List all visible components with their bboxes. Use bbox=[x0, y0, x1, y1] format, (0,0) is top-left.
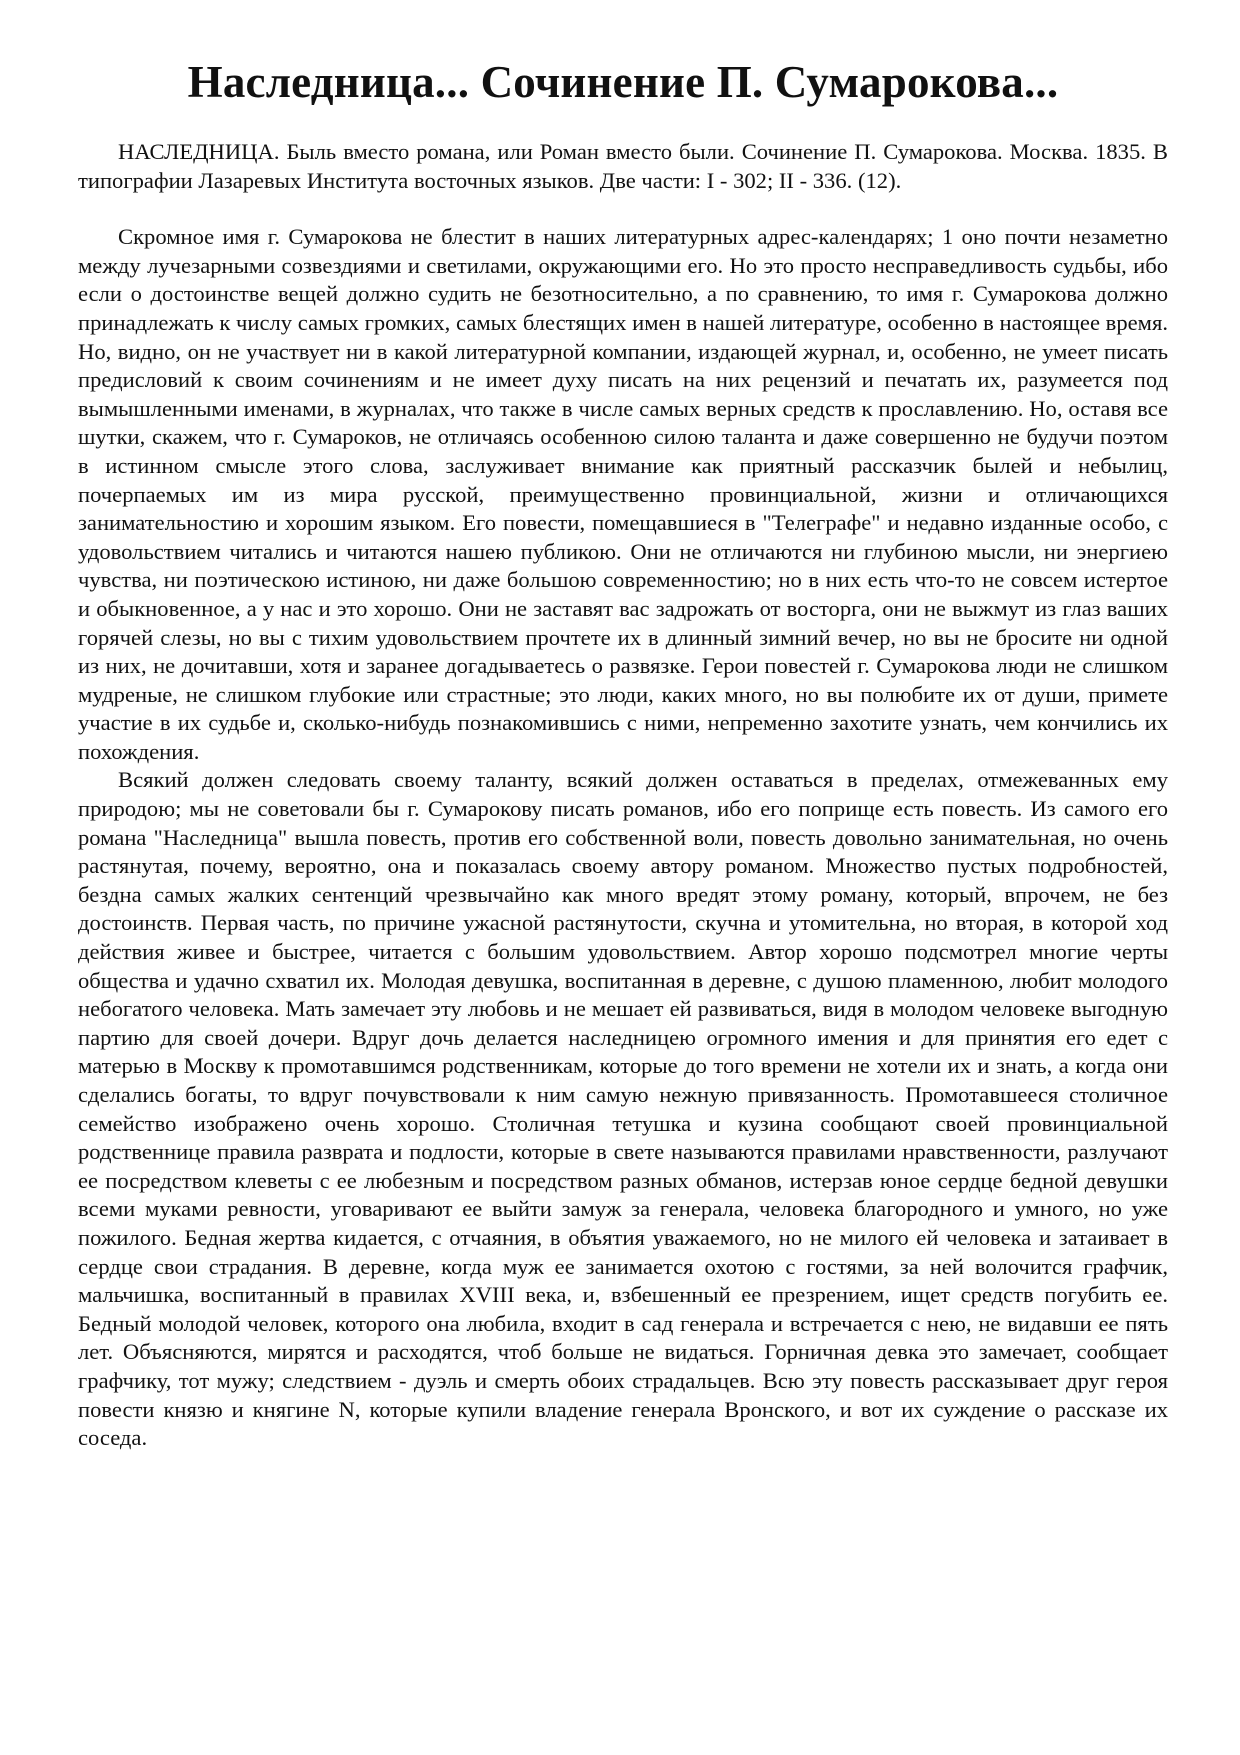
body-paragraph-1: Скромное имя г. Сумарокова не блестит в наших литературных адрес-календарях; 1 оно почти незаметно между лучезарными созвездиями и светилами, окружающими его. Но это просто несправедливость судьбы, ибо если о достоинстве вещей должно судить не безотносительно, а по сравнению, то имя г. Сумарокова должно принадлежать к числу самых громких, самых блестящих имен в нашей литературе, особенно в настоящее время. Но, видно, он не участвует ни в какой литературной компании, издающей журнал, и, особенно, не умеет писать предисловий к своим сочинениям и не имеет духу писать на них рецензий и печатать их, разумеется под вымышленными именами, в журналах, что также в числе самых верных средств к прославлению. Но, оставя все шутки, скажем, что г. Сумароков, не отличаясь особенною силою таланта и даже совершенно не будучи поэтом в истинном смысле этого слова, заслуживает внимание как приятный рассказчик былей и небылиц, почерпаемых им из мира русской, преимущественно провинциальной, жизни и отличающихся занимательностию и хорошим языком. Его повести, помещавшиеся в "Телеграфе" и недавно изданные особо, с удовольствием читались и читаются нашею публикою. Они не отличаются ни глубиною мысли, ни энергиею чувства, ни поэтическою истиною, ни даже большою современностию; но в них есть что-то не совсем истертое и обыкновенное, а у нас и это хорошо. Они не заставят вас задрожать от восторга, они не выжмут из глаз ваших горячей слезы, но вы с тихим удовольствием прочтете их в длинный зимний вечер, но вы не бросите ни одной из них, не дочитавши, хотя и заранее догадываетесь о развязке. Герои повестей г. Сумарокова люди не слишком мудреные, не слишком глубокие или страстные; это люди, каких много, но вы полюбите их от души, примете участие в их судьбе и, сколько-нибудь познакомившись с ними, непременно захотите узнать, чем кончились их похождения. bbox=[78, 224, 1168, 764]
page-title: Наследница... Сочинение П. Сумарокова... bbox=[187, 57, 1059, 107]
bibliographic-paragraph: НАСЛЕДНИЦА. Быль вместо романа, или Роман вместо были. Сочинение П. Сумарокова. Москва. 1835. В типографии Лазаревых Института восточных языков. Две части: I - 302; II - 336. (12). bbox=[78, 139, 1168, 193]
paragraph-spacer bbox=[78, 195, 1168, 223]
document-page bbox=[78, 52, 1168, 1453]
body-paragraph-2: Всякий должен следовать своему таланту, всякий должен оставаться в пределах, отмежеванных ему природою; мы не советовали бы г. Сумарокову писать романов, ибо его поприще есть повесть. Из самого его романа "Наследница" вышла повесть, против его собственной воли, повесть довольно занимательная, но очень растянутая, почему, вероятно, она и показалась своему автору романом. Множество пустых подробностей, бездна самых жалких сентенций чрезвычайно как много вредят этому роману, который, впрочем, не без достоинств. Первая часть, по причине ужасной растянутости, скучна и утомительна, но вторая, в которой ход действия живее и быстрее, читается с большим удовольствием. Автор хорошо подсмотрел многие черты общества и удачно схватил их. Молодая девушка, воспитанная в деревне, с душою пламенною, любит молодого небогатого человека. Мать замечает эту любовь и не мешает ей развиваться, видя в молодом человеке выгодную партию для своей дочери. Вдруг дочь делается наследницею огромного имения и для принятия его едет с матерью в Москву к промотавшимся родственникам, которые до того времени не хотели их и знать, а когда они сделались богаты, то вдруг почувствовали к ним самую нежную привязанность. Промотавшееся столичное семейство изображено очень хорошо. Столичная тетушка и кузина сообщают своей провинциальной родственнице правила разврата и подлости, которые в свете называются правилами нравственности, разлучают ее посредством клеветы с ее любезным и посредством разных обманов, истерзав юное сердце бедной девушки всеми муками ревности, уговаривают ее выйти замуж за генерала, человека благородного и умного, но уже пожилого. Бедная жертва кидается, с отчаяния, в объятия уважаемого, но не милого ей человека и затаивает в сердце свои страдания. В деревне, когда муж ее занимается охотою с гостями, за ней волочится графчик, мальчишка, воспитанный в правилах XVIII века, и, взбешенный ее презрением, ищет средств погубить ее. Бедный молодой человек, которого она любила, входит в сад генерала и встречается с нею, не видавши ее пять лет. Объясняются, мирятся и расходятся, чтоб больше не видаться. Горничная девка это замечает, сообщает графчику, тот мужу; следствием - дуэль и смерть обоих страдальцев. Всю эту повесть рассказывает друг героя повести князю и княгине N, которые купили владение генерала Вронского, и вот их суждение о рассказе их соседа. bbox=[78, 767, 1168, 1451]
